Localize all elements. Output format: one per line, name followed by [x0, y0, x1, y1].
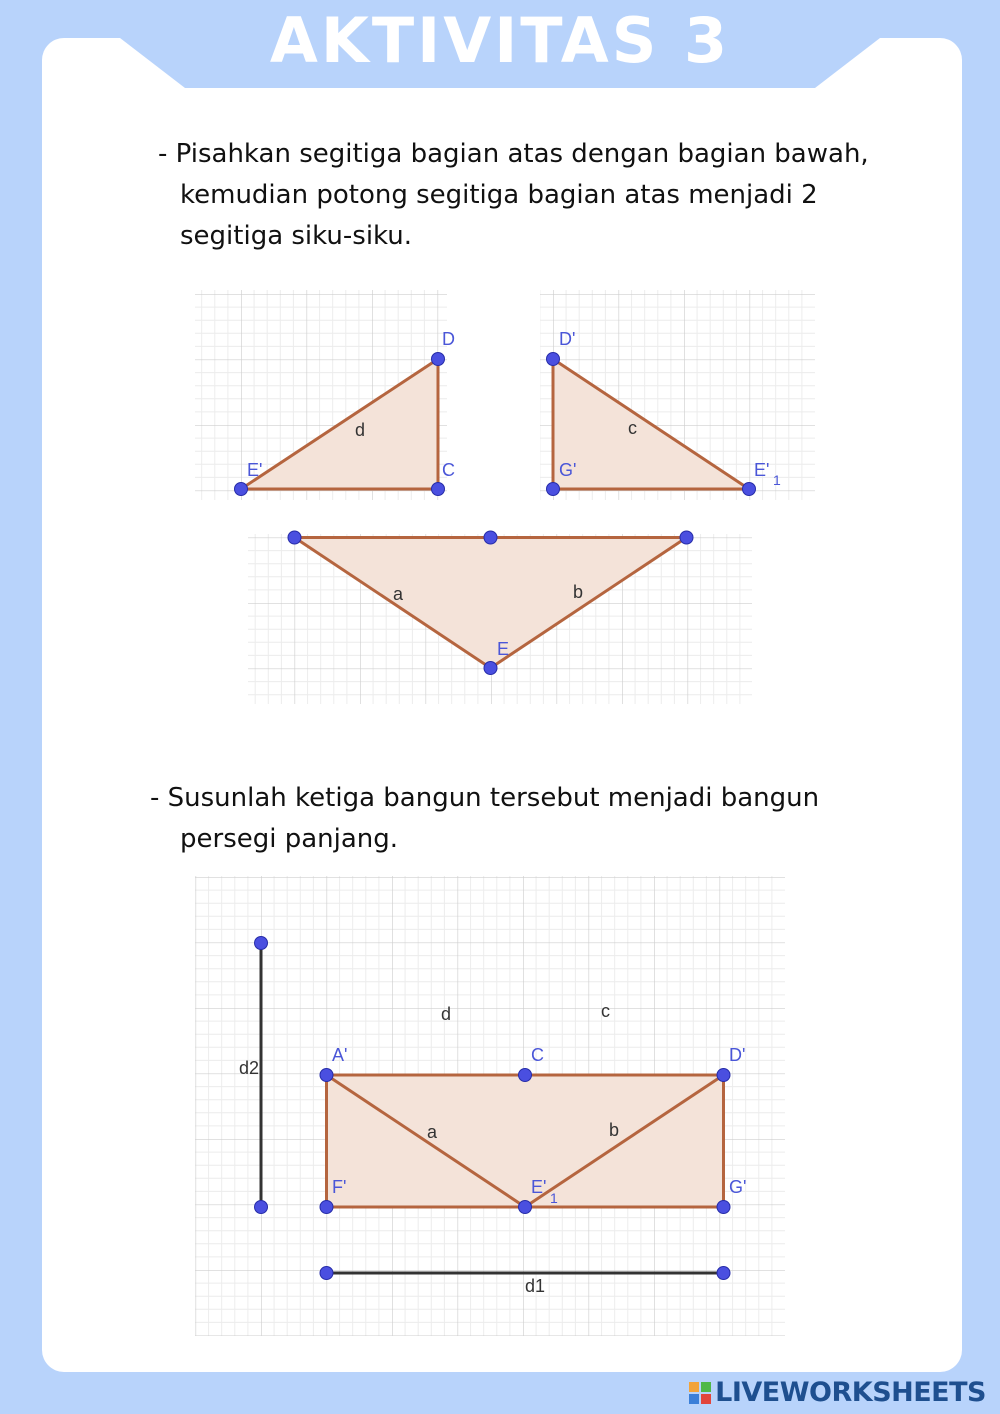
- label-subscript-1: 1: [550, 1190, 558, 1206]
- instruction-1-line-2: kemudian potong segitiga bagian atas menjadi 2: [180, 180, 818, 210]
- label-c: C: [442, 460, 455, 480]
- label-g-prime: G': [559, 460, 577, 480]
- label-e-prime: E': [247, 460, 263, 480]
- point-top-right[interactable]: [680, 531, 693, 544]
- segment-label-b: b: [573, 582, 584, 602]
- point-d2-bottom[interactable]: [255, 1201, 268, 1214]
- figure-bottom-triangle: [248, 534, 752, 704]
- point-d1-right[interactable]: [717, 1267, 730, 1280]
- instruction-2: [150, 778, 819, 860]
- point-d-prime[interactable]: [547, 353, 560, 366]
- label-d: D: [442, 329, 455, 349]
- page-title: AKTIVITAS 3: [269, 4, 731, 77]
- figure-left-triangle: [195, 290, 455, 500]
- point-e-prime-1[interactable]: [519, 1201, 532, 1214]
- segment-label-a: a: [393, 584, 404, 604]
- label-g-prime: G': [729, 1177, 747, 1197]
- point-f-prime[interactable]: [320, 1201, 333, 1214]
- instruction-1-line-1: - Pisahkan segitiga bagian atas dengan bagian bawah,: [158, 139, 869, 169]
- label-subscript-1: 1: [773, 472, 781, 488]
- point-d-prime[interactable]: [717, 1069, 730, 1082]
- point-e[interactable]: [484, 662, 497, 675]
- segment-label-d: d: [441, 1004, 452, 1024]
- segment-label-d: d: [355, 420, 366, 440]
- point-d2-top[interactable]: [255, 937, 268, 950]
- instruction-2-line-2: persegi panjang.: [180, 824, 399, 854]
- point-e-prime-1[interactable]: [743, 483, 756, 496]
- figure-right-triangle: [540, 290, 815, 500]
- label-d-prime: D': [559, 329, 576, 349]
- footer-brand[interactable]: [689, 1377, 986, 1408]
- label-e-prime-1: E': [754, 460, 770, 480]
- label-a-prime: A': [332, 1045, 348, 1065]
- point-e-prime[interactable]: [235, 483, 248, 496]
- instruction-2-line-1: - Susunlah ketiga bangun tersebut menjadi bangun: [150, 783, 820, 813]
- segment-label-d2: d2: [239, 1058, 260, 1078]
- figure-rectangle: [195, 876, 785, 1336]
- point-a-prime[interactable]: [320, 1069, 333, 1082]
- instruction-1-line-3: segitiga siku-siku.: [180, 221, 413, 251]
- liveworksheets-logo-icon: [689, 1382, 711, 1404]
- point-d[interactable]: [432, 353, 445, 366]
- instruction-1: [158, 134, 869, 257]
- label-c: C: [531, 1045, 544, 1065]
- label-e: E: [497, 639, 510, 659]
- point-top-left[interactable]: [288, 531, 301, 544]
- segment-label-c: c: [628, 418, 637, 438]
- footer-brand-text: LIVEWORKSHEETS: [715, 1377, 986, 1408]
- segment-label-c: c: [601, 1001, 610, 1021]
- point-top-middle[interactable]: [484, 531, 497, 544]
- segment-label-a: a: [427, 1122, 438, 1142]
- segment-label-b: b: [609, 1120, 620, 1140]
- point-g-prime[interactable]: [717, 1201, 730, 1214]
- label-e-prime: E': [531, 1177, 547, 1197]
- label-d-prime: D': [729, 1045, 746, 1065]
- point-g-prime[interactable]: [547, 483, 560, 496]
- point-c[interactable]: [432, 483, 445, 496]
- point-d1-left[interactable]: [320, 1267, 333, 1280]
- label-f-prime: F': [332, 1177, 347, 1197]
- rectangle-shape: [327, 1075, 724, 1207]
- segment-label-d1: d1: [525, 1276, 546, 1296]
- point-c[interactable]: [519, 1069, 532, 1082]
